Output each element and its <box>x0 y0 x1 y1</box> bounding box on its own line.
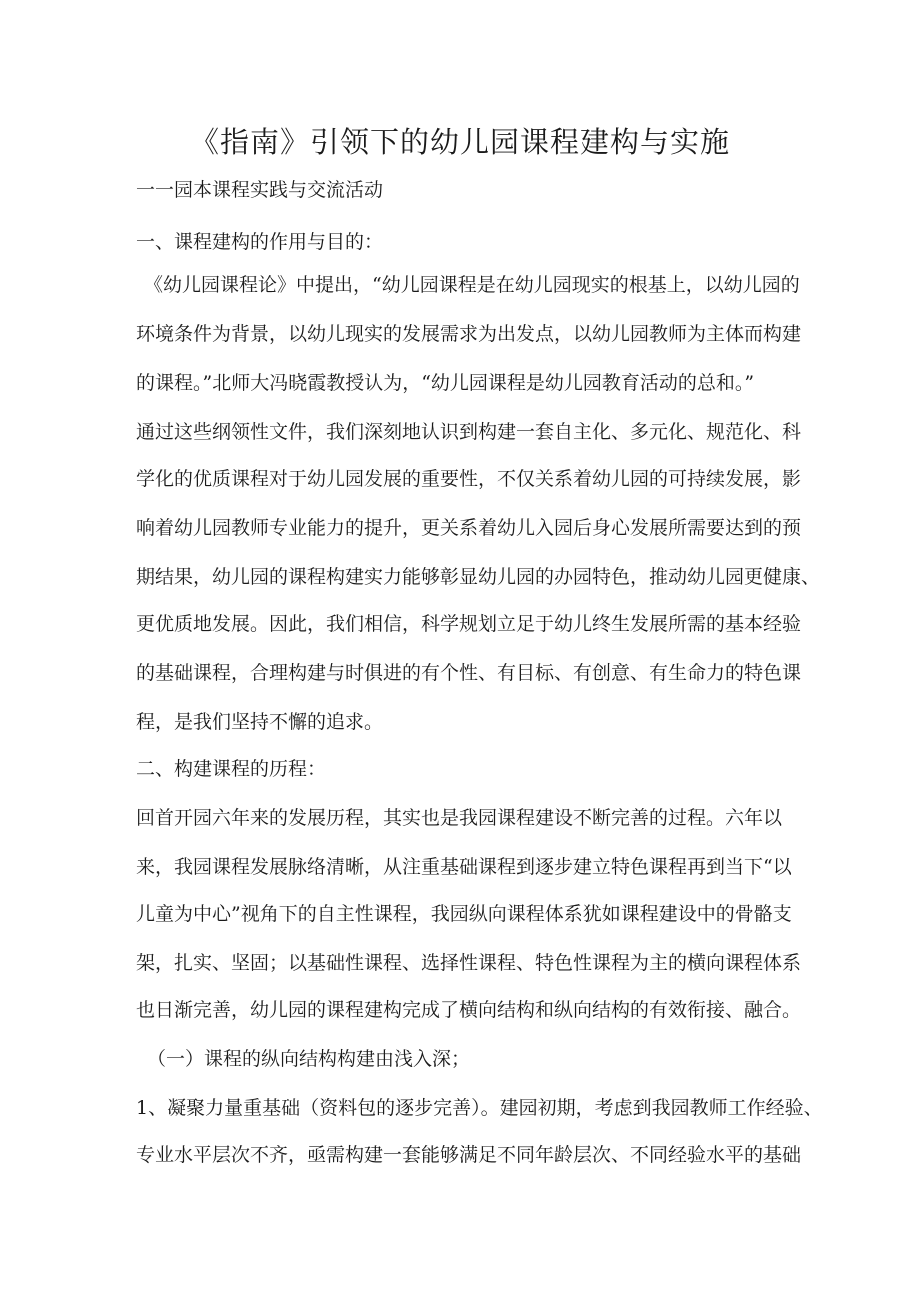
document-title: 《指南》引领下的幼儿园课程建构与实施 <box>189 125 730 159</box>
section-heading-1: 一、课程建构的作用与目的： <box>136 231 384 253</box>
paragraph-2-line: 回首开园六年来的发展历程，其实也是我园课程建设不断完善的过程。六年以 <box>136 807 783 829</box>
paragraph-1-line: 期结果，幼儿园的课程构建实力能够彰显幼儿园的办园特色，推动幼儿园更健康、 <box>136 566 821 588</box>
paragraph-1-line: 更优质地发展。因此，我们相信，科学规划立足于幼儿终生发展所需的基本经验 <box>136 613 802 635</box>
paragraph-1-line: 的基础课程，合理构建与时俱进的有个性、有目标、有创意、有生命力的特色课 <box>136 662 802 684</box>
document-subtitle: 一一园本课程实践与交流活动 <box>136 179 384 201</box>
paragraph-1-line: 响着幼儿园教师专业能力的提升，更关系着幼儿入园后身心发展所需要达到的预 <box>136 517 802 539</box>
paragraph-2-line: 来，我园课程发展脉络清晰，从注重基础课程到逐步建立特色课程再到当下“以 <box>136 856 792 878</box>
paragraph-1-line: 的课程。”北师大冯晓霞教授认为，“幼儿园课程是幼儿园教育活动的总和。” <box>136 372 755 394</box>
paragraph-1-line: 学化的优质课程对于幼儿园发展的重要性，不仅关系着幼儿园的可持续发展，影 <box>136 468 802 490</box>
paragraph-3-line: 专业水平层次不齐，亟需构建一套能够满足不同年龄层次、不同经验水平的基础 <box>136 1144 802 1166</box>
paragraph-2-line: 也日渐完善，幼儿园的课程建构完成了横向结构和纵向结构的有效衔接、融合。 <box>136 999 802 1021</box>
section-heading-2: 二、构建课程的历程： <box>136 758 327 780</box>
paragraph-2-line: 架，扎实、坚固；以基础性课程、选择性课程、特色性课程为主的横向课程体系 <box>136 952 802 974</box>
section-heading-3: （一）课程的纵向结构构建由浅入深； <box>147 1048 471 1070</box>
paragraph-1-line: 《幼儿园课程论》中提出，“幼儿园课程是在幼儿园现实的根基上，以幼儿园的 <box>144 274 800 296</box>
paragraph-2-line: 儿童为中心”视角下的自主性课程，我园纵向课程体系犹如课程建设中的骨骼支 <box>136 903 792 925</box>
paragraph-1-line: 通过这些纲领性文件，我们深刻地认识到构建一套自主化、多元化、规范化、科 <box>136 421 802 443</box>
paragraph-3-line: 1、凝聚力量重基础（资料包的逐步完善）。建园初期，考虑到我园教师工作经验、 <box>136 1097 823 1119</box>
paragraph-1-line: 程，是我们坚持不懈的追求。 <box>136 711 384 733</box>
paragraph-1-line: 环境条件为背景，以幼儿现实的发展需求为出发点，以幼儿园教师为主体而构建 <box>136 323 802 345</box>
